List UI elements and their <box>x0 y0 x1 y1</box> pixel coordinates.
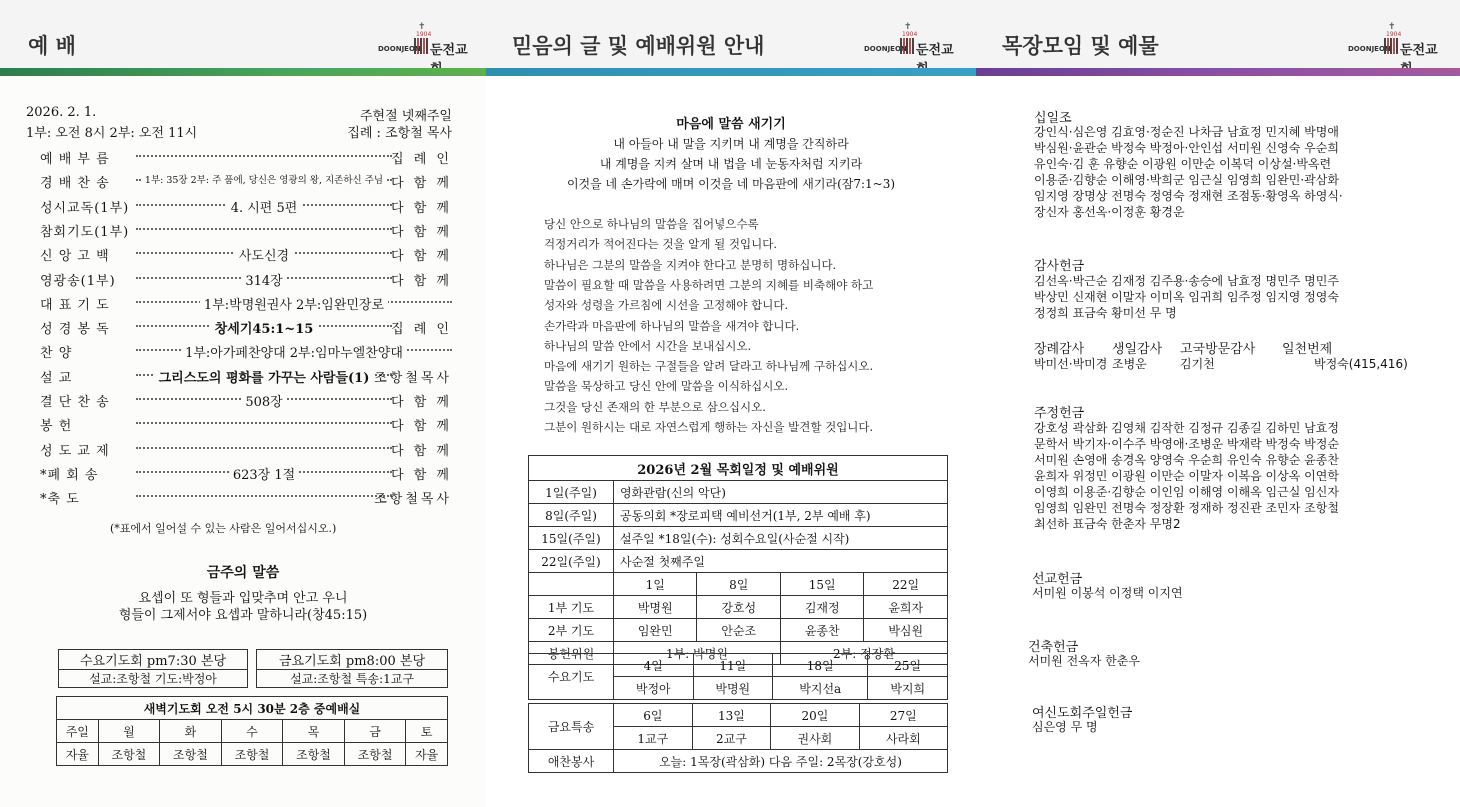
name-line: 문학서 박기자·이수주 박영애·조병운 박재락 박정숙 박정순 <box>1034 437 1339 451</box>
name-line: 임지영 장명상 전명숙 정영숙 정재현 조점동·황영옥 하영식· <box>1034 189 1343 203</box>
sunday-name: 주현절 넷째주일 <box>359 109 452 124</box>
order-row <box>40 148 452 170</box>
name-line: 서미원 손영애 송경옥 양영숙 우순희 유인숙 유향순 윤종찬 <box>1034 453 1339 467</box>
order-item-detail <box>136 172 392 187</box>
order-item-name: 성 경 봉 독 <box>40 322 110 338</box>
wed-date: 25일 <box>868 654 948 677</box>
order-item-detail <box>136 342 452 361</box>
prayer1-name: 강호성 <box>697 596 780 619</box>
order-item-leader: 다 함 께 <box>391 443 452 459</box>
dawn-day: 금 <box>344 720 406 743</box>
order-item-detail <box>136 197 392 216</box>
dawn-day: 월 <box>98 720 160 743</box>
memo-verse-line: 내 아들아 내 말을 지키며 내 계명을 간직하라 <box>613 137 849 151</box>
service-times: 1부: 오전 8시 2부: 오전 11시 <box>26 126 198 141</box>
memo-verse-line: 내 계명을 지켜 살며 내 법을 네 눈동자처럼 지키라 <box>599 157 863 171</box>
order-item-name: 경 배 찬 송 <box>40 176 110 192</box>
memo-body-line: 성자와 성령을 가르침에 시선을 고정해야 합니다. <box>544 298 789 313</box>
offering-header <box>976 0 1460 68</box>
dotted-leader <box>136 495 392 497</box>
name-line: 강호성 곽삼화 김영채 김작한 김정규 김종길 김하민 남효정 <box>1034 421 1339 435</box>
order-item-detail-text: 314장 <box>241 274 286 289</box>
event-row <box>529 481 948 504</box>
order-item-leader: 조항철목사 <box>374 492 452 508</box>
order-item-detail <box>136 294 452 313</box>
special-head: 장례감사 <box>1034 342 1085 357</box>
order-item-leader: 집 례 인 <box>391 322 452 338</box>
sunday-date: 8일 <box>697 573 780 596</box>
memo-body-line: 그것을 당신 존재의 한 부분으로 삼으십시오. <box>544 399 766 414</box>
faith-header <box>486 0 976 68</box>
offering-panel <box>976 0 1460 807</box>
order-row <box>40 464 452 486</box>
order-item-leader: 집 례 인 <box>391 152 452 167</box>
dawn-day: 주일 <box>57 720 99 743</box>
order-item-detail <box>136 391 392 410</box>
order-row <box>40 197 452 219</box>
mission-title: 선교헌금 <box>1032 572 1083 587</box>
prayer1-name: 김재정 <box>780 596 863 619</box>
memo-body-line: 하나님은 그분의 말씀을 지켜야 한다고 분명히 명하십니다. <box>544 257 837 272</box>
memo-body-line: 마음에 새기기 원하는 구절들을 알려 달라고 하나님께 구하십시오. <box>544 359 874 374</box>
sunday-date: 15일 <box>780 573 863 596</box>
worship-panel <box>0 0 486 807</box>
order-row <box>40 367 452 389</box>
event-date: 15일(주일) <box>529 527 614 550</box>
event-text: 사순절 첫째주일 <box>614 550 948 573</box>
order-item-detail <box>136 318 392 337</box>
prayer1-name: 박명원 <box>614 596 697 619</box>
dotted-leader <box>136 228 392 230</box>
order-item-name: *폐 회 송 <box>40 467 99 483</box>
event-date: 22일(주일) <box>529 550 614 573</box>
sunday-date: 1일 <box>614 573 697 596</box>
order-item-name: 성 도 교 제 <box>40 443 110 459</box>
order-item-name: 참회기도(1부) <box>40 224 130 240</box>
memo-body-line: 걱정거리가 적어진다는 것을 알게 될 것입니다. <box>544 237 778 252</box>
dawn-day: 목 <box>283 720 345 743</box>
church-logo: ✝ 1904 DOONJEON 둔전교 <box>1348 22 1438 58</box>
schedule-table: 2026년 2월 목회일정 및 예배위원 1일(주일) 영화관람(신의 악단) 8일(주일) 공동의회 *장로피택 예비선거(1부, 2부 예배 후) 15일(주일) 설주일 *18일(수): 성회수요일(사순절 시작) 22일(주일) 사순절 첫째주일 1일 8일 15일 22일 1부 기도 박명원 강호성 김재정 윤희자 2부 기도 임완민 안순조 윤종찬 박심원 봉헌위원 1부: 박명원 2부: 정장환 <box>528 455 948 665</box>
dawn-leader: 조항철 <box>344 743 406 766</box>
memo-verse-line: 이것을 네 손가락에 매며 이것을 네 마음판에 새기라(잠7:1~3) <box>566 177 896 191</box>
event-date: 8일(주일) <box>529 504 614 527</box>
name-line: 이영희 이용준·김향순 이인임 이해영 이해옥 임근실 임신자 <box>1034 485 1339 499</box>
thanks-names <box>1034 273 1414 321</box>
dotted-leader <box>136 447 392 449</box>
order-item-detail-text: 사도신경 <box>235 249 293 264</box>
women-names: 심은영 무 명 <box>1032 720 1098 734</box>
event-row <box>529 504 948 527</box>
event-date: 1일(주일) <box>529 481 614 504</box>
mission-names: 서미원 이봉석 이정택 이지연 <box>1032 586 1183 600</box>
memo-body-line: 말씀을 묵상하고 당신 안에 말씀을 이식하십시오. <box>544 379 789 394</box>
prayer1-name: 윤희자 <box>864 596 948 619</box>
dotted-leader <box>136 422 392 424</box>
dawn-day: 토 <box>406 720 448 743</box>
order-item-leader: 다 함 께 <box>391 419 452 435</box>
order-row <box>40 342 452 364</box>
order-row <box>40 318 452 340</box>
event-text: 영화관람(신의 악단) <box>614 481 948 504</box>
prayer2-name: 박심원 <box>864 619 948 642</box>
order-item-detail-text: 그리스도의 평화를 가꾸는 사람들(1) <box>155 371 374 386</box>
building-names: 서미원 전옥자 한춘우 <box>1028 654 1140 668</box>
memo-body-line: 말씀이 필요할 때 말씀을 사용하려면 그분의 지혜를 비축해야 하고 <box>544 277 874 292</box>
worship-date: 2026. 2. 1. <box>26 105 97 120</box>
order-row <box>40 488 452 510</box>
worship-header <box>0 0 486 68</box>
tithe-title: 십일조 <box>1034 111 1072 126</box>
dotted-leader <box>136 155 392 157</box>
order-item-name: 찬 양 <box>40 346 73 362</box>
special-head: 생일감사 <box>1112 342 1163 357</box>
order-row <box>40 270 452 292</box>
order-item-leader: 다 함 께 <box>391 176 452 192</box>
cross-icon: ✝ <box>904 22 912 32</box>
special-value: 김기천 <box>1180 357 1215 371</box>
order-item-detail-text: 1부: 35장 2부: 주 품에, 당신은 영광의 왕, 지존하신 주님 <box>141 175 387 186</box>
wed-name: 박지희 <box>868 677 948 700</box>
fri-name: 사라회 <box>859 727 947 750</box>
dawn-leader: 조항철 <box>221 743 283 766</box>
wed-date: 11일 <box>693 654 773 677</box>
color-band <box>976 68 1460 76</box>
sunday-date: 22일 <box>864 573 948 596</box>
prayer2-name: 안순조 <box>697 619 780 642</box>
name-line: 정정희 표금숙 황미선 무 명 <box>1034 306 1177 320</box>
color-band <box>0 68 486 76</box>
cross-icon: ✝ <box>1388 22 1396 32</box>
fri-name: 1교구 <box>614 727 693 750</box>
name-line: 강인식·심은영 김효영·정순진 나차금 남효정 민지혜 박명애 <box>1034 125 1339 139</box>
order-item-name: 결 단 찬 송 <box>40 395 110 410</box>
order-item-name: *축 도 <box>40 492 80 508</box>
prayer2-name: 윤종찬 <box>780 619 863 642</box>
event-text: 공동의회 *장로피택 예비선거(1부, 2부 예배 후) <box>614 504 948 527</box>
order-row <box>40 172 452 194</box>
faith-title: 믿음의 글 및 예배위원 안내 <box>512 34 765 58</box>
order-item-leader: 다 함 께 <box>391 395 452 410</box>
color-band <box>486 68 976 76</box>
thanks-title: 감사헌금 <box>1034 259 1085 274</box>
order-item-name: 성시교독(1부) <box>40 200 130 216</box>
women-title: 여신도회주일헌금 <box>1032 706 1133 721</box>
order-row <box>40 245 452 267</box>
order-item-detail <box>136 245 392 264</box>
order-item-leader: 다 함 께 <box>391 249 452 265</box>
order-item-leader: 조항철목사 <box>374 370 452 386</box>
order-item-detail <box>136 270 392 289</box>
event-row <box>529 527 948 550</box>
order-row <box>40 221 452 243</box>
wed-schedule-table: 수요기도 4일 11일 18일 25일 박정아 박명원 박지선a 박지희 <box>528 653 948 700</box>
wed-name: 박명원 <box>693 677 773 700</box>
special-head: 일천번제 <box>1282 342 1333 357</box>
order-item-detail <box>136 464 392 483</box>
fri-schedule-table: 금요특송 6일 13일 20일 27일 1교구 2교구 권사회 사라회 애찬봉사 오늘: 1목장(곽삼화) 다음 주일: 2목장(강호성) <box>528 703 948 773</box>
verse-line-1: 요셉이 또 형들과 입맞추며 안고 우니 <box>138 591 348 606</box>
wed-name: 박지선a <box>773 677 868 700</box>
special-head: 고국방문감사 <box>1180 342 1256 357</box>
dawn-prayer-table: 새벽기도회 오전 5시 30분 2층 중예배실 주일 월 화 수 목 금 토 자율 조항철 조항철 조항철 조항철 조항철 자율 <box>56 696 448 766</box>
verse-line-2: 형들이 그제서야 요셉과 말하니라(창45:15) <box>118 608 368 623</box>
dawn-leader: 자율 <box>406 743 448 766</box>
name-line: 유인숙·김 훈 유향순 이광원 이만순 이복덕 이상설·박옥련 <box>1034 157 1332 171</box>
order-item-leader: 다 함 께 <box>391 467 452 483</box>
order-item-name: 봉 헌 <box>40 419 73 435</box>
dawn-day: 수 <box>221 720 283 743</box>
name-line: 최선하 표금숙 한춘자 무명2 <box>1034 517 1181 531</box>
name-line: 장신자 홍선옥·이정훈 황경운 <box>1034 205 1185 219</box>
order-row <box>40 294 452 316</box>
event-text: 설주일 *18일(수): 성회수요일(사순절 시작) <box>614 527 948 550</box>
sunday-offering-title: 주정헌금 <box>1034 406 1085 421</box>
order-row <box>40 415 452 437</box>
order-item-detail-text: 창세기45:1~15 <box>211 322 318 337</box>
name-line: 김선옥·박근순 김재정 김주용·송승에 남효정 명민주 명민주 <box>1034 274 1339 288</box>
worship-title: 예 배 <box>28 34 76 58</box>
name-line: 임영희 임완민 전명숙 정장환 정재하 정진관 조민자 조항철 <box>1034 501 1339 515</box>
name-line: 이용준·김향순 이해영·박희군 임근실 임영희 임완민·곽삼화 <box>1034 173 1339 187</box>
name-line: 박심원·윤관순 박정숙 박정아·안인섭 서미원 신영숙 우순희 <box>1034 141 1339 155</box>
order-row <box>40 440 452 462</box>
dawn-day: 화 <box>160 720 222 743</box>
order-item-detail-text: 4. 시편 5편 <box>227 201 302 216</box>
tithe-names <box>1034 124 1414 220</box>
sunday-offering-names <box>1034 420 1414 532</box>
wed-name: 박정아 <box>614 677 694 700</box>
wed-date: 18일 <box>773 654 868 677</box>
order-item-name: 예 배 부 름 <box>40 152 110 167</box>
fri-prayer-box: 금요기도회 pm8:00 본당 설교:조항철 특송:1교구 <box>256 649 448 688</box>
prayer2-name: 임완민 <box>614 619 697 642</box>
special-value: 박미선·박미경 <box>1034 357 1108 371</box>
fri-name: 권사회 <box>771 727 859 750</box>
fri-date: 20일 <box>771 704 859 727</box>
fri-date: 27일 <box>859 704 947 727</box>
church-logo: ✝ 1904 DOONJEON 둔전교 <box>378 22 468 58</box>
special-value: 박정숙(415,416) <box>1314 357 1408 371</box>
order-item-leader: 다 함 께 <box>391 273 452 289</box>
order-item-detail <box>136 367 392 386</box>
memo-title: 마음에 말씀 새기기 <box>676 117 786 132</box>
fri-date: 6일 <box>614 704 693 727</box>
standing-note: (*표에서 일어설 수 있는 사람은 일어서십시오.) <box>110 522 337 535</box>
order-item-name: 영광송(1부) <box>40 273 116 289</box>
order-item-name: 설 교 <box>40 370 73 386</box>
cross-icon: ✝ <box>418 22 426 32</box>
order-item-name: 대 표 기 도 <box>40 297 110 313</box>
order-item-detail-text: 508장 <box>241 395 286 410</box>
order-item-detail-text: 1부:아가페찬양대 2부:임마누엘찬양대 <box>181 346 407 361</box>
dawn-leader: 자율 <box>57 743 99 766</box>
name-line: 박상민 신재현 이말자 이미옥 임귀희 임주정 임지영 정영숙 <box>1034 290 1339 304</box>
special-value: 조병운 <box>1112 357 1147 371</box>
name-line: 윤희자 위정민 이광원 이만순 이말자 이복음 이상옥 이연학 <box>1034 469 1339 483</box>
order-row <box>40 391 452 413</box>
verse-title: 금주의 말씀 <box>206 565 280 581</box>
memo-body-line: 당신 안으로 하나님의 말씀을 집어넣으수록 <box>544 217 759 231</box>
fri-name: 2교구 <box>692 727 771 750</box>
dawn-leader: 조항철 <box>160 743 222 766</box>
officiant: 집례 : 조항철 목사 <box>347 126 452 141</box>
order-item-leader: 다 함 께 <box>391 224 452 240</box>
dawn-leader: 조항철 <box>98 743 160 766</box>
order-item-detail-text: 623장 1절 <box>229 468 299 483</box>
faith-panel <box>486 0 976 807</box>
order-item-name: 신 앙 고 백 <box>40 249 110 265</box>
offering-title: 목장모임 및 예물 <box>1002 34 1159 58</box>
building-title: 건축헌금 <box>1028 640 1079 655</box>
dawn-leader: 조항철 <box>283 743 345 766</box>
order-item-detail-text: 1부:박명원권사 2부:임완민장로 <box>200 298 388 313</box>
memo-body-line: 손가락과 마음판에 하나님의 말씀을 새겨야 합니다. <box>544 318 800 333</box>
church-logo: ✝ 1904 DOONJEON 둔전교 <box>864 22 954 58</box>
wed-date: 4일 <box>614 654 694 677</box>
event-row <box>529 550 948 573</box>
memo-body-line: 하나님의 말씀 안에서 시간을 보내십시오. <box>544 338 752 353</box>
fri-date: 13일 <box>692 704 771 727</box>
wed-prayer-box: 수요기도회 pm7:30 본당 설교:조항철 기도:박정아 <box>58 649 248 688</box>
order-item-leader: 다 함 께 <box>391 200 452 216</box>
memo-body-line: 그분이 원하시는 대로 자연스럽게 행하는 자신을 발견할 것입니다. <box>544 420 874 434</box>
